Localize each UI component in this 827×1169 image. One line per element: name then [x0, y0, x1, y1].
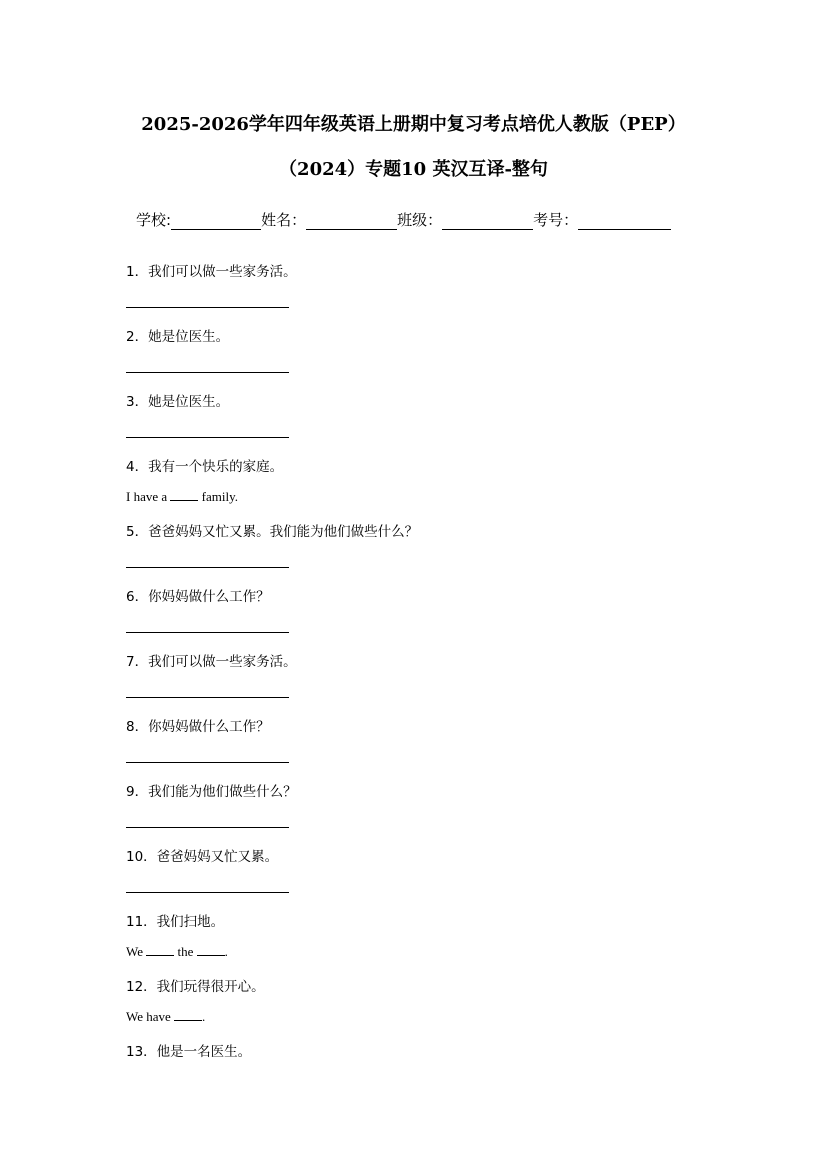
question-5: 5．爸爸妈妈又忙又累。我们能为他们做些什么？: [126, 524, 419, 540]
english-part: family.: [201, 489, 238, 504]
answer-line-2[interactable]: [126, 372, 289, 373]
answer-line-7[interactable]: [126, 697, 289, 698]
english-sentence-4: [126, 488, 238, 505]
question-11: 11．我们扫地。: [126, 914, 225, 930]
name-label: 姓名：: [261, 211, 307, 229]
answer-line-8[interactable]: [126, 762, 289, 763]
answer-line-6[interactable]: [126, 632, 289, 633]
english-part: I have a: [126, 489, 168, 504]
question-12: 12．我们玩得很开心。: [126, 979, 265, 995]
answer-line-10[interactable]: [126, 892, 289, 893]
fill-blank[interactable]: [146, 943, 174, 956]
school-field[interactable]: [171, 211, 261, 230]
class-field[interactable]: [442, 211, 533, 230]
question-1: 1．我们可以做一些家务活。: [126, 264, 297, 280]
answer-line-3[interactable]: [126, 437, 289, 438]
question-3: 3．她是位医生。: [126, 394, 230, 410]
english-sentence-11: [126, 943, 228, 960]
fill-blank[interactable]: [174, 1008, 202, 1021]
exam-number-label: 考号：: [533, 211, 579, 229]
page-title-line-1: 2025-2026学年四年级英语上册期中复习考点培优人教版（PEP）: [141, 114, 686, 135]
page-title-line-2: （2024）专题10 英汉互译-整句: [279, 159, 548, 180]
fill-blank[interactable]: [170, 488, 198, 501]
english-part: the: [177, 944, 194, 959]
school-label: 学校:: [136, 211, 172, 229]
exam-number-field[interactable]: [578, 211, 671, 230]
question-4: 4．我有一个快乐的家庭。: [126, 459, 284, 475]
question-13: 13．他是一名医生。: [126, 1044, 252, 1060]
name-field[interactable]: [306, 211, 397, 230]
question-9: 9．我们能为他们做些什么？: [126, 784, 297, 800]
english-part: .: [202, 1009, 206, 1024]
student-info-row: [136, 209, 671, 230]
answer-line-1[interactable]: [126, 307, 289, 308]
english-sentence-12: [126, 1008, 205, 1025]
question-6: 6．你妈妈做什么工作？: [126, 589, 270, 605]
english-part: .: [224, 944, 228, 959]
question-8: 8．你妈妈做什么工作？: [126, 719, 270, 735]
class-label: 班级：: [397, 211, 443, 229]
answer-line-9[interactable]: [126, 827, 289, 828]
question-10: 10．爸爸妈妈又忙又累。: [126, 849, 279, 865]
question-7: 7．我们可以做一些家务活。: [126, 654, 297, 670]
english-part: We: [126, 944, 143, 959]
english-part: We have: [126, 1009, 171, 1024]
answer-line-5[interactable]: [126, 567, 289, 568]
fill-blank[interactable]: [197, 943, 225, 956]
question-2: 2．她是位医生。: [126, 329, 230, 345]
